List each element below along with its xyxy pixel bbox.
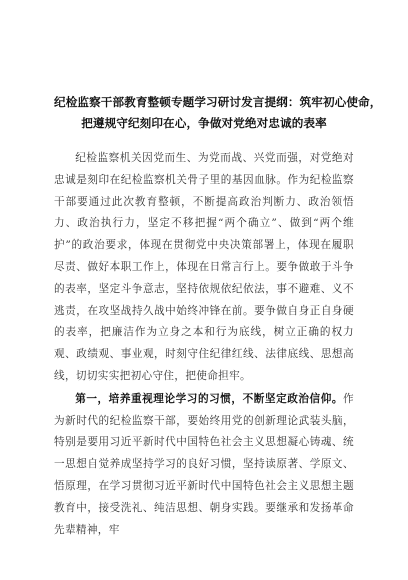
paragraph-2-lead: 第一，培养重视理论学习的习惯，不断坚定政治信仰。 [75, 392, 344, 405]
title-line-2: 把遵规守纪刻印在心，争做对党绝对忠诚的表率 [81, 116, 327, 130]
document-body [54, 148, 354, 541]
paragraph-2 [54, 389, 354, 542]
paragraph-2-text: 作为新时代的纪检监察干部，要始终用党的创新理论武装头脑，特别是要用习近平新时代中国特色社会主义思想凝心铸魂、统一思想自觉养成坚持学习的良好习惯，坚持读原著、学原文、悟原理，在学习贯彻习近平新时代中国特色社会主义思想主题教育中，接受洗礼、纯洁思想、朝身实践。要继承和发扬革命先辈精神，牢 [54, 392, 354, 536]
title-line-1: 纪检监察干部教育整顿专题学习研讨发言提纲：筑牢初心使命， [54, 95, 382, 109]
paragraph-1 [54, 148, 354, 388]
paragraph-1-text: 纪检监察机关因党而生、为党而战、兴党而强，对党绝对忠诚是刻印在纪检监察机关骨子里的基因血脉。作为纪检监察干部要通过此次教育整顿，不断提高政治判断力、政治领悟力、政治执行力，坚定不移把握“两个确立”、做到“两个维护”的政治要求，体现在贯彻党中央决策部署上，体现在履职尽责、做好本职工作上，体现在日常言行上。要争做敢于斗争的表率，坚定斗争意志，坚持依规依纪依法，事不避难、义不逃责，在攻坚战持久战中始终冲锋在前。要争做自身正自身硬的表率，把廉洁作为立身之本和行为底线，树立正确的权力观、政绩观、事业观，时刻守住纪律红线、法律底线、思想高线，切切实实把初心守住，把使命担牢。 [54, 152, 354, 382]
document-title [54, 92, 382, 134]
